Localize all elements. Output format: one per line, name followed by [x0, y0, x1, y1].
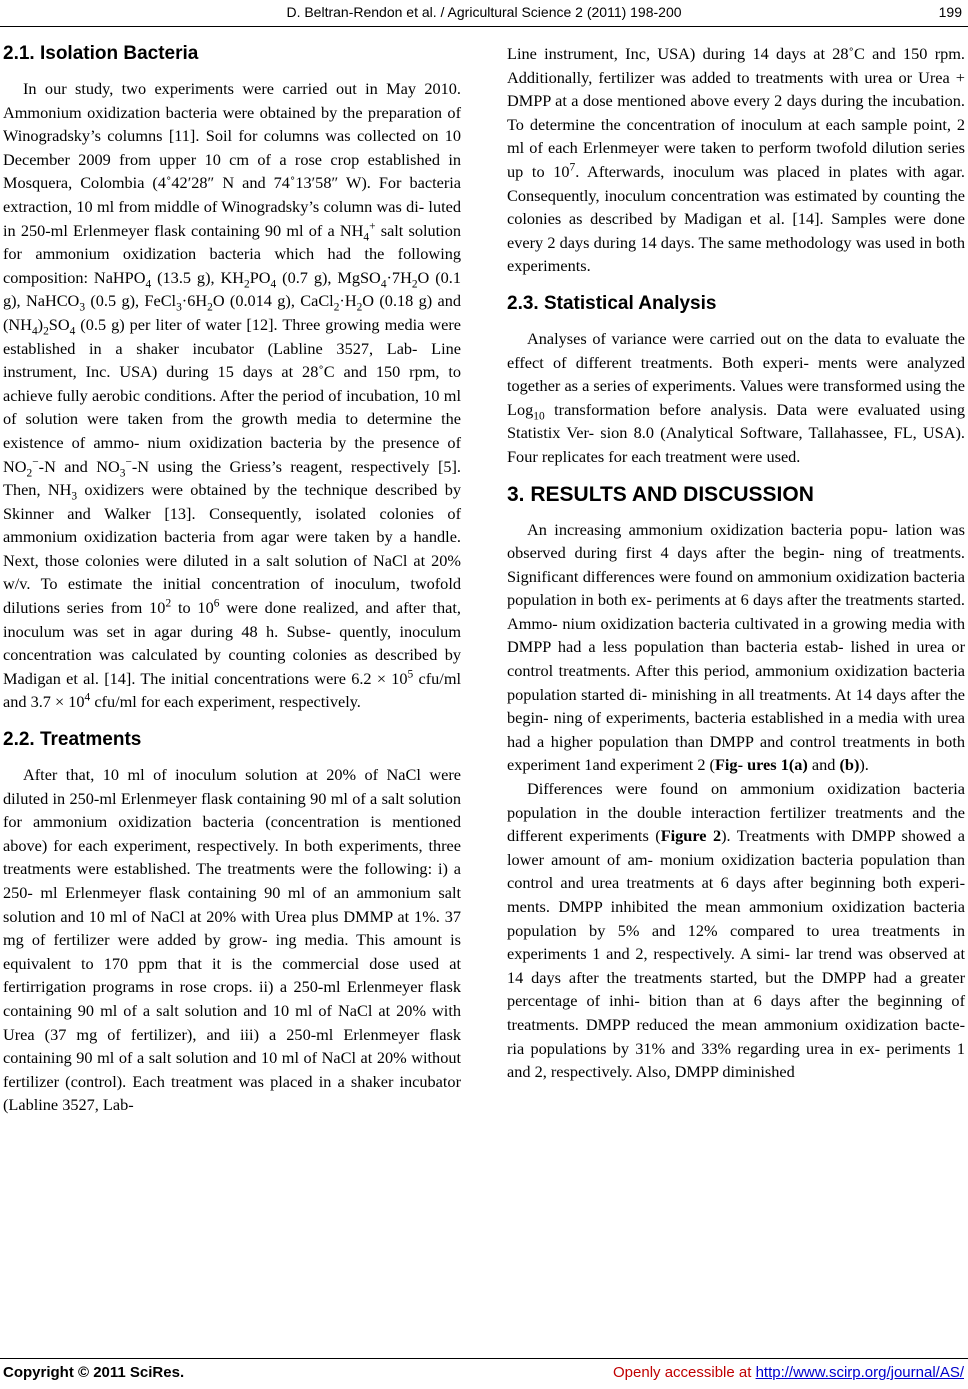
- page-footer: [0, 1364, 968, 1386]
- section-2-3-title: 2.3. Statistical Analysis: [507, 292, 717, 314]
- header-rule: [0, 26, 968, 27]
- paragraph: In our study, two experiments were carried out in May 2010. Ammonium oxidization bacteria were obtained by the preparation of Winogradsky’s columns [11]. Soil for columns was collected on 10 December 2009 from upper 10 cm of a rose crop established in Mosquera, Colombia (4˚42′28″ N and 74˚13′58″ W). For bacteria extraction, 10 ml from middle of Winogradsky’s column was di- luted in 250-ml Erlenmeyer flask containing 90 ml of a $NH_4^+$ salt solution for ammonium oxidization bacteria which had the following composition: NaHPO$_4$ (13.5 g), $KH_2PO_4$ (0.7 g), $MgSO_4\cdot 7H_2O$ (0.1 g), NaHCO$_3$ (0.5 g), $FeCl_3\cdot 6H_2O$ (0.014 g), $CaCl_2\cdot H_2O$ (0.18 g) and $(NH_4)_2SO_4$ (0.5 g) per liter of water [12]. Three growing media were established in a shaker incubator (Labline 3527, Lab- Line instrument, Inc. USA) during 15 days at 28˚C and 150 rpm, to achieve fully aerobic conditions. After the period of incubation, 10 ml of solution were taken from the growth media to determine the existence of ammo- nium oxidization bacteria by the presence of $NO_2^--N$ and $NO_3^--N$ using the Griess’s reagent, respectively [5]. Then, $NH_3$ oxidizers were obtained by the technique described by Skinner and Walker [13]. Consequently, isolated colonies of ammonium oxidization bacteria from agar were taken by a handle. Next, those colonies were diluted in a salt solution of NaCl at 20% w/v. To estimate the initial concentration of inoculum, twofold dilutions series from $10^2$ to $10^6$ were done realized, and after that, inoculum was set in agar during 48 h. Subse- quently, inoculum concentration was calculated by counting colonies as described by Madigan et al. [14]. The initial concentrations were $6.2 \times 10^5$ cfu/ml and $3.7 \times 10^4$ cfu/ml for each experiment, respectively.: [3, 79, 462, 712]
- copyright-notice: Copyright © 2011 SciRes.: [3, 1364, 185, 1381]
- paragraph: An increasing ammonium oxidization bacteria popu- lation was observed during first 4 days after the begin- ning of treatments. Significant differences were found on ammonium oxidization bacteria population in both ex- periments at 6 days after the treatments started. Ammo- nium oxidization bacteria cultivated in a growing media with DMPP had a less population than bacteria estab- lished in urea or control treatments. After this period, ammonium oxidization bacteria population started di- minishing in all treatments. At 14 days after the begin- ning of experiments, bacteria established in a media with urea had a higher population than DMPP and control treatments in both experiment 1and experiment 2 (Fig- ures 1(a) and (b)).: [507, 519, 965, 775]
- open-access-notice: [613, 1364, 964, 1381]
- header-citation: D. Beltran-Rendon et al. / Agricultural Science 2 (2011) 198-200: [286, 4, 682, 20]
- footer-rule: [0, 1358, 968, 1359]
- section-2-2-title: 2.2. Treatments: [3, 729, 142, 751]
- page-number: 199: [938, 4, 962, 20]
- journal-link[interactable]: http://www.scirp.org/journal/AS/: [755, 1364, 964, 1381]
- left-column: [3, 42, 461, 1117]
- paragraph: After that, 10 ml of inoculum solution at 20% of NaCl were diluted in 250-ml Erlenmeyer flask containing 90 ml of a salt solution for ammonium oxidization bacteria (concentration is mentioned above) for each experiment, respectively. In both experiments, three treatments were established. The treatments were the following: i) a 250- ml Erlenmeyer flask containing 90 ml of an ammonium salt solution and 10 ml of NaCl at 20% with Urea plus DMMP at 1%. 37 mg of fertilizer were added by grow- ing media. This amount is equivalent to 170 ppm that it is the commercial dose used at fertirrigation programs in rose crops. ii) a 250-ml Erlenmeyer flask containing 90 ml of a salt solution and 10 ml of NaCl at 20% with Urea (37 mg of fertilizer), and iii) a 250-ml Erlenmeyer flask containing 90 ml of a salt solution and 10 ml of NaCl at 20% without fertilizer (control). Each treatment was placed in a shaker incubator (Labline 3527, Lab-: [3, 765, 461, 1115]
- paragraph: Analyses of variance were carried out on the data to evaluate the effect of different treatments. Both experi- ments were analyzed together as a series of experiments. Values were transformed using the Log$_{10}$ transformation before analysis. Data were evaluated using Statistix Ver- sion 8.0 (Analytical Software, Tallahassee, FL, USA). Four replicates for each treatment were used.: [507, 328, 965, 466]
- running-header: [0, 4, 968, 24]
- right-column: [507, 42, 965, 1084]
- paragraph: Line instrument, Inc, USA) during 14 days at 28˚C and 150 rpm. Additionally, fertilizer was added to treatments with urea or Urea + DMPP at a dose mentioned above every 2 days during the incubation. To determine the concentration of inoculum at each sample point, 2 ml of each Erlenmeyer were taken to perform twofold dilution series up to $10^7$. Afterwards, inoculum was placed in plates with agar. Consequently, inoculum concentration was estimated by counting the colonies as described by Madigan et al. [14]. Samples were done every 2 days during 14 days. The same methodology was used in both experiments.: [507, 44, 965, 276]
- section-2-1-title: 2.1. Isolation Bacteria: [3, 43, 199, 64]
- section-3-title: 3. RESULTS AND DISCUSSION: [507, 482, 814, 506]
- paragraph: Differences were found on ammonium oxidization bacteria population in the double interaction fertilizer treatments and the different experiments (Figure 2). Treatments with DMPP showed a lower amount of am- monium oxidization bacteria population than control and urea treatments at 6 days after beginning both experi- ments. DMPP inhibited the mean ammonium oxidization bacteria population by 5% and 12% compared to urea treatments in experiments 1 and 2, respectively. A simi- lar trend was observed at 14 days after the treatments started, but the DMPP had a greater percentage of inhi- bition than at 6 days after the beginning of treatments. DMPP reduced the mean ammonium oxidization bacte- ria populations by 31% and 33% regarding urea in ex- periments 1 and 2, respectively. Also, DMPP diminished: [507, 779, 965, 1082]
- open-access-label: Openly accessible at: [613, 1364, 756, 1381]
